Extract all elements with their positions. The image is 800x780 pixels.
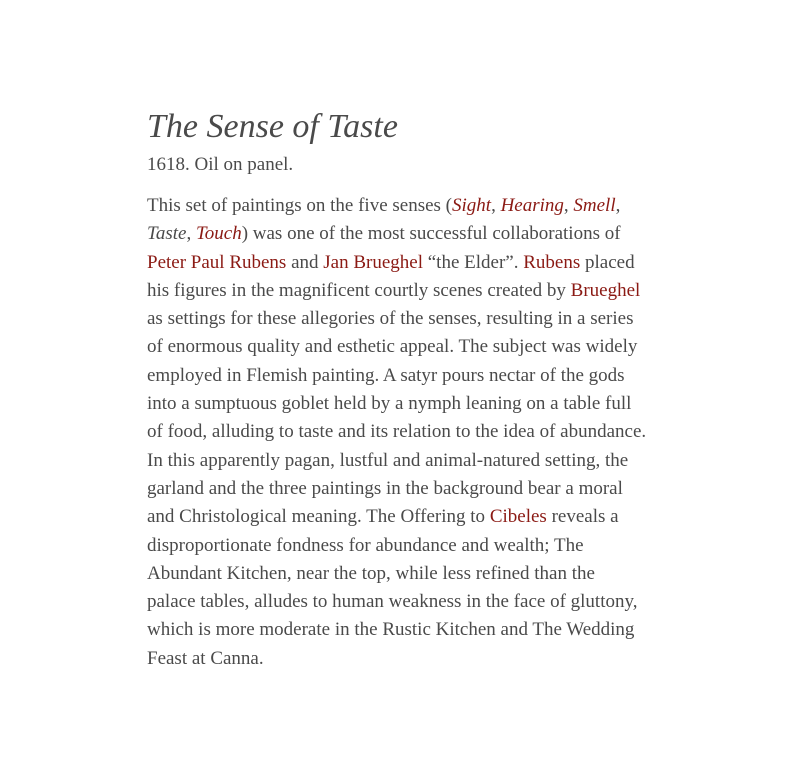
link-rubens[interactable]: Rubens: [523, 251, 581, 273]
text-segment: ,: [186, 223, 196, 245]
artwork-description: [147, 106, 647, 673]
text-segment: reveals a disproportionate fondness for abundance and wealth; The Abundant Kitchen, near the top, while less refined than the palace tables, alludes to human weakness in the face of gluttony, which is more moderate in the Rustic Kitchen and The Wedding Feast at Canna.: [147, 506, 638, 669]
link-hearing[interactable]: Hearing: [500, 195, 564, 216]
text-segment: ,: [491, 195, 501, 216]
link-brueghel[interactable]: Brueghel: [570, 279, 641, 301]
taste-label: Taste: [147, 223, 187, 245]
link-touch[interactable]: Touch: [195, 223, 242, 245]
link-sight[interactable]: Sight: [452, 195, 492, 216]
text-segment: ,: [563, 195, 574, 216]
link-cibeles[interactable]: Cibeles: [489, 506, 547, 528]
text-segment: as settings for these allegories of the senses, resulting in a series of enormous quality and esthetic appeal. The subject was widely employed in Flemish painting. A satyr pours nectar of the gods into a sumptuous goblet held by a nymph leaning on a table full of food, alluding to taste and its relation to the idea of abundance. In this apparently pagan, lustful and animal-natured setting, the garland and the three paintings in the background bear a moral and Christological meaning. The Offering to: [147, 308, 647, 528]
text-segment: ,: [615, 195, 621, 216]
artwork-date-medium: 1618. Oil on panel.: [147, 154, 294, 175]
description-paragraph: [147, 192, 647, 673]
link-smell[interactable]: Smell: [573, 195, 616, 216]
link-jan-brueghel[interactable]: Jan Brueghel: [323, 251, 423, 273]
text-segment: “the Elder”.: [423, 251, 524, 273]
text-segment: placed his figures in the magnificent courtly scenes created by: [147, 251, 635, 301]
text-segment: ) was one of the most successful collaborations of: [241, 223, 621, 245]
artwork-title: The Sense of Taste: [147, 108, 398, 145]
text-segment: and: [286, 251, 324, 273]
link-peter-paul-rubens[interactable]: Peter Paul Rubens: [147, 251, 287, 273]
text-segment: This set of paintings on the five senses (: [147, 195, 453, 216]
